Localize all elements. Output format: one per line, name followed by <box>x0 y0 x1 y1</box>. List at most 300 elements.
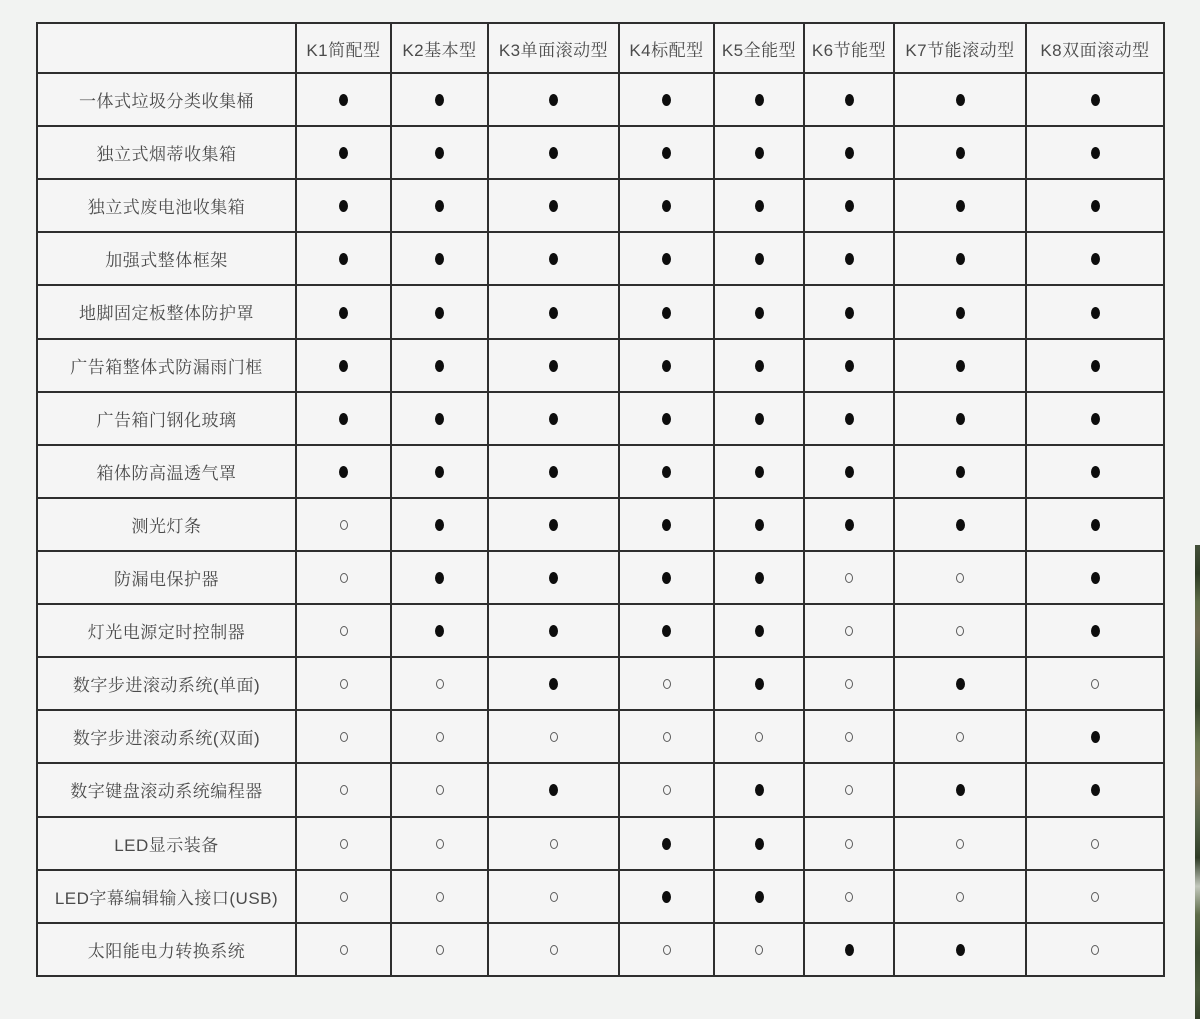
background-photo-edge <box>1195 545 1200 1019</box>
open-circle-icon <box>340 679 348 689</box>
filled-circle-icon <box>1091 784 1100 796</box>
filled-circle-icon <box>956 944 965 956</box>
filled-circle-icon <box>549 784 558 796</box>
feature-cell <box>714 763 804 816</box>
feature-label: 一体式垃圾分类收集桶 <box>37 73 296 126</box>
feature-cell <box>391 285 488 338</box>
feature-cell <box>804 285 894 338</box>
open-circle-icon <box>436 945 444 955</box>
feature-cell <box>1026 657 1164 710</box>
open-circle-icon <box>845 839 853 849</box>
feature-row <box>37 923 1164 976</box>
feature-cell <box>619 551 714 604</box>
filled-circle-icon <box>662 360 671 372</box>
feature-cell <box>391 126 488 179</box>
open-circle-icon <box>340 732 348 742</box>
filled-circle-icon <box>549 572 558 584</box>
open-circle-icon <box>340 785 348 795</box>
feature-cell <box>714 126 804 179</box>
filled-circle-icon <box>435 253 444 265</box>
filled-circle-icon <box>755 200 764 212</box>
feature-cell <box>1026 232 1164 285</box>
filled-circle-icon <box>755 307 764 319</box>
filled-circle-icon <box>662 891 671 903</box>
feature-cell <box>714 285 804 338</box>
open-circle-icon <box>1091 892 1099 902</box>
feature-cell <box>488 551 619 604</box>
filled-circle-icon <box>1091 519 1100 531</box>
feature-cell <box>804 445 894 498</box>
filled-circle-icon <box>549 466 558 478</box>
feature-cell <box>296 551 391 604</box>
feature-label: 广告箱整体式防漏雨门框 <box>37 339 296 392</box>
feature-row <box>37 498 1164 551</box>
filled-circle-icon <box>845 200 854 212</box>
filled-circle-icon <box>845 307 854 319</box>
feature-cell <box>804 498 894 551</box>
feature-cell <box>1026 817 1164 870</box>
feature-cell <box>619 285 714 338</box>
feature-label: 广告箱门钢化玻璃 <box>37 392 296 445</box>
filled-circle-icon <box>755 572 764 584</box>
feature-cell <box>714 604 804 657</box>
filled-circle-icon <box>845 94 854 106</box>
feature-cell <box>894 763 1026 816</box>
feature-cell <box>804 710 894 763</box>
feature-cell <box>1026 126 1164 179</box>
filled-circle-icon <box>339 94 348 106</box>
feature-label: 数字键盘滚动系统编程器 <box>37 763 296 816</box>
filled-circle-icon <box>662 466 671 478</box>
feature-cell <box>391 817 488 870</box>
feature-cell <box>391 604 488 657</box>
feature-cell <box>619 763 714 816</box>
filled-circle-icon <box>662 200 671 212</box>
feature-cell <box>296 73 391 126</box>
feature-cell <box>296 445 391 498</box>
feature-cell <box>296 392 391 445</box>
filled-circle-icon <box>956 200 965 212</box>
feature-cell <box>894 126 1026 179</box>
feature-cell <box>804 73 894 126</box>
feature-row <box>37 392 1164 445</box>
feature-cell <box>619 817 714 870</box>
filled-circle-icon <box>755 413 764 425</box>
feature-cell <box>391 73 488 126</box>
open-circle-icon <box>845 573 853 583</box>
feature-cell <box>391 710 488 763</box>
feature-cell <box>714 179 804 232</box>
feature-cell <box>894 232 1026 285</box>
feature-cell <box>488 923 619 976</box>
feature-cell <box>1026 445 1164 498</box>
open-circle-icon <box>340 839 348 849</box>
filled-circle-icon <box>755 466 764 478</box>
open-circle-icon <box>340 892 348 902</box>
filled-circle-icon <box>956 784 965 796</box>
feature-cell <box>619 657 714 710</box>
open-circle-icon <box>436 839 444 849</box>
feature-cell <box>488 392 619 445</box>
feature-cell <box>894 498 1026 551</box>
feature-row <box>37 232 1164 285</box>
feature-cell <box>296 870 391 923</box>
feature-label: 灯光电源定时控制器 <box>37 604 296 657</box>
filled-circle-icon <box>845 466 854 478</box>
filled-circle-icon <box>755 147 764 159</box>
filled-circle-icon <box>662 625 671 637</box>
feature-row <box>37 763 1164 816</box>
feature-cell <box>391 445 488 498</box>
feature-cell <box>894 73 1026 126</box>
feature-cell <box>714 392 804 445</box>
feature-cell <box>804 126 894 179</box>
open-circle-icon <box>340 520 348 530</box>
feature-cell <box>804 923 894 976</box>
feature-row <box>37 817 1164 870</box>
feature-cell <box>391 923 488 976</box>
feature-cell <box>894 392 1026 445</box>
feature-cell <box>1026 763 1164 816</box>
open-circle-icon <box>1091 945 1099 955</box>
open-circle-icon <box>436 732 444 742</box>
feature-row <box>37 179 1164 232</box>
open-circle-icon <box>1091 679 1099 689</box>
feature-cell <box>296 710 391 763</box>
feature-cell <box>1026 339 1164 392</box>
filled-circle-icon <box>662 413 671 425</box>
filled-circle-icon <box>662 253 671 265</box>
feature-cell <box>894 604 1026 657</box>
filled-circle-icon <box>662 572 671 584</box>
feature-cell <box>391 392 488 445</box>
filled-circle-icon <box>339 360 348 372</box>
column-header-7: K7节能滚动型 <box>894 23 1026 73</box>
feature-cell <box>488 339 619 392</box>
feature-cell <box>488 285 619 338</box>
feature-cell <box>1026 923 1164 976</box>
filled-circle-icon <box>549 413 558 425</box>
feature-cell <box>894 657 1026 710</box>
feature-label: 数字步进滚动系统(双面) <box>37 710 296 763</box>
filled-circle-icon <box>956 678 965 690</box>
filled-circle-icon <box>435 200 444 212</box>
feature-cell <box>488 498 619 551</box>
filled-circle-icon <box>1091 466 1100 478</box>
filled-circle-icon <box>755 678 764 690</box>
feature-cell <box>714 498 804 551</box>
feature-row <box>37 551 1164 604</box>
filled-circle-icon <box>1091 360 1100 372</box>
feature-cell <box>894 870 1026 923</box>
feature-cell <box>488 763 619 816</box>
feature-cell <box>391 551 488 604</box>
feature-cell <box>619 498 714 551</box>
filled-circle-icon <box>339 466 348 478</box>
feature-label: 防漏电保护器 <box>37 551 296 604</box>
header-row <box>37 23 1164 73</box>
feature-cell <box>804 551 894 604</box>
feature-cell <box>488 710 619 763</box>
open-circle-icon <box>436 679 444 689</box>
table-body <box>37 73 1164 976</box>
feature-cell <box>488 445 619 498</box>
feature-cell <box>804 870 894 923</box>
open-circle-icon <box>663 679 671 689</box>
feature-cell <box>391 870 488 923</box>
filled-circle-icon <box>662 838 671 850</box>
feature-cell <box>296 232 391 285</box>
open-circle-icon <box>845 785 853 795</box>
feature-cell <box>619 179 714 232</box>
feature-row <box>37 73 1164 126</box>
filled-circle-icon <box>339 413 348 425</box>
column-header-4: K4标配型 <box>619 23 714 73</box>
filled-circle-icon <box>755 360 764 372</box>
column-header-6: K6节能型 <box>804 23 894 73</box>
feature-cell <box>488 817 619 870</box>
filled-circle-icon <box>956 466 965 478</box>
feature-cell <box>391 498 488 551</box>
filled-circle-icon <box>435 466 444 478</box>
feature-label: 测光灯条 <box>37 498 296 551</box>
feature-cell <box>714 551 804 604</box>
filled-circle-icon <box>755 625 764 637</box>
feature-cell <box>488 126 619 179</box>
open-circle-icon <box>845 626 853 636</box>
feature-cell <box>714 870 804 923</box>
column-header-3: K3单面滚动型 <box>488 23 619 73</box>
feature-cell <box>296 817 391 870</box>
feature-cell <box>296 339 391 392</box>
open-circle-icon <box>845 892 853 902</box>
filled-circle-icon <box>1091 731 1100 743</box>
feature-cell <box>1026 870 1164 923</box>
open-circle-icon <box>436 785 444 795</box>
open-circle-icon <box>436 892 444 902</box>
feature-label: 独立式废电池收集箱 <box>37 179 296 232</box>
open-circle-icon <box>340 626 348 636</box>
feature-cell <box>804 763 894 816</box>
filled-circle-icon <box>845 147 854 159</box>
filled-circle-icon <box>662 147 671 159</box>
filled-circle-icon <box>339 307 348 319</box>
feature-label: 太阳能电力转换系统 <box>37 923 296 976</box>
feature-label: 箱体防高温透气罩 <box>37 445 296 498</box>
filled-circle-icon <box>956 147 965 159</box>
open-circle-icon <box>956 573 964 583</box>
filled-circle-icon <box>956 360 965 372</box>
filled-circle-icon <box>549 678 558 690</box>
feature-cell <box>714 445 804 498</box>
feature-cell <box>714 923 804 976</box>
feature-cell <box>488 870 619 923</box>
filled-circle-icon <box>435 413 444 425</box>
open-circle-icon <box>956 732 964 742</box>
open-circle-icon <box>550 892 558 902</box>
filled-circle-icon <box>435 360 444 372</box>
open-circle-icon <box>340 573 348 583</box>
filled-circle-icon <box>549 253 558 265</box>
feature-cell <box>894 179 1026 232</box>
filled-circle-icon <box>956 253 965 265</box>
open-circle-icon <box>845 732 853 742</box>
feature-row <box>37 604 1164 657</box>
feature-cell <box>1026 604 1164 657</box>
filled-circle-icon <box>1091 94 1100 106</box>
feature-cell <box>488 73 619 126</box>
filled-circle-icon <box>662 94 671 106</box>
feature-cell <box>619 392 714 445</box>
feature-cell <box>1026 285 1164 338</box>
feature-cell <box>619 604 714 657</box>
feature-cell <box>391 179 488 232</box>
feature-row <box>37 339 1164 392</box>
feature-cell <box>1026 551 1164 604</box>
feature-cell <box>1026 498 1164 551</box>
feature-cell <box>296 179 391 232</box>
filled-circle-icon <box>435 519 444 531</box>
feature-cell <box>804 232 894 285</box>
filled-circle-icon <box>845 519 854 531</box>
feature-cell <box>1026 710 1164 763</box>
feature-cell <box>804 604 894 657</box>
open-circle-icon <box>1091 839 1099 849</box>
feature-cell <box>894 285 1026 338</box>
feature-cell <box>804 392 894 445</box>
filled-circle-icon <box>1091 625 1100 637</box>
open-circle-icon <box>755 945 763 955</box>
feature-cell <box>1026 73 1164 126</box>
feature-cell <box>1026 179 1164 232</box>
feature-cell <box>391 657 488 710</box>
filled-circle-icon <box>339 253 348 265</box>
feature-cell <box>391 232 488 285</box>
filled-circle-icon <box>956 413 965 425</box>
open-circle-icon <box>663 785 671 795</box>
feature-cell <box>894 923 1026 976</box>
feature-cell <box>714 710 804 763</box>
open-circle-icon <box>956 839 964 849</box>
feature-cell <box>894 817 1026 870</box>
filled-circle-icon <box>435 147 444 159</box>
feature-cell <box>296 285 391 338</box>
feature-cell <box>619 870 714 923</box>
filled-circle-icon <box>755 838 764 850</box>
filled-circle-icon <box>549 360 558 372</box>
feature-cell <box>714 232 804 285</box>
feature-label: 地脚固定板整体防护罩 <box>37 285 296 338</box>
open-circle-icon <box>663 945 671 955</box>
column-header-1: K1简配型 <box>296 23 391 73</box>
filled-circle-icon <box>956 307 965 319</box>
feature-cell <box>1026 392 1164 445</box>
filled-circle-icon <box>1091 307 1100 319</box>
feature-cell <box>488 232 619 285</box>
feature-cell <box>296 923 391 976</box>
filled-circle-icon <box>435 572 444 584</box>
filled-circle-icon <box>549 625 558 637</box>
filled-circle-icon <box>339 147 348 159</box>
feature-label: LED字幕编辑输入接口(USB) <box>37 870 296 923</box>
open-circle-icon <box>663 732 671 742</box>
filled-circle-icon <box>956 94 965 106</box>
feature-cell <box>296 498 391 551</box>
filled-circle-icon <box>1091 413 1100 425</box>
filled-circle-icon <box>1091 253 1100 265</box>
open-circle-icon <box>550 945 558 955</box>
feature-cell <box>619 445 714 498</box>
filled-circle-icon <box>755 784 764 796</box>
feature-label: 加强式整体框架 <box>37 232 296 285</box>
filled-circle-icon <box>1091 200 1100 212</box>
filled-circle-icon <box>845 360 854 372</box>
filled-circle-icon <box>435 307 444 319</box>
feature-cell <box>619 232 714 285</box>
column-header-2: K2基本型 <box>391 23 488 73</box>
feature-cell <box>619 73 714 126</box>
open-circle-icon <box>550 839 558 849</box>
feature-cell <box>714 817 804 870</box>
feature-cell <box>296 604 391 657</box>
feature-row <box>37 445 1164 498</box>
feature-cell <box>488 604 619 657</box>
feature-row <box>37 285 1164 338</box>
filled-circle-icon <box>549 200 558 212</box>
filled-circle-icon <box>662 307 671 319</box>
feature-row <box>37 126 1164 179</box>
table-header <box>37 23 1164 73</box>
filled-circle-icon <box>755 891 764 903</box>
feature-cell <box>619 923 714 976</box>
feature-cell <box>894 445 1026 498</box>
filled-circle-icon <box>845 413 854 425</box>
feature-cell <box>804 817 894 870</box>
feature-cell <box>296 763 391 816</box>
open-circle-icon <box>755 732 763 742</box>
feature-label: 数字步进滚动系统(单面) <box>37 657 296 710</box>
open-circle-icon <box>550 732 558 742</box>
feature-cell <box>894 551 1026 604</box>
filled-circle-icon <box>339 200 348 212</box>
filled-circle-icon <box>956 519 965 531</box>
feature-cell <box>804 657 894 710</box>
open-circle-icon <box>340 945 348 955</box>
feature-cell <box>619 710 714 763</box>
filled-circle-icon <box>549 147 558 159</box>
feature-row <box>37 870 1164 923</box>
feature-label: 独立式烟蒂收集箱 <box>37 126 296 179</box>
feature-label: LED显示装备 <box>37 817 296 870</box>
feature-cell <box>714 73 804 126</box>
filled-circle-icon <box>755 253 764 265</box>
feature-cell <box>296 657 391 710</box>
feature-cell <box>391 763 488 816</box>
filled-circle-icon <box>845 944 854 956</box>
feature-cell <box>296 126 391 179</box>
filled-circle-icon <box>755 94 764 106</box>
open-circle-icon <box>956 892 964 902</box>
feature-cell <box>894 710 1026 763</box>
filled-circle-icon <box>549 519 558 531</box>
feature-cell <box>488 179 619 232</box>
feature-cell <box>894 339 1026 392</box>
filled-circle-icon <box>435 625 444 637</box>
filled-circle-icon <box>549 94 558 106</box>
filled-circle-icon <box>845 253 854 265</box>
filled-circle-icon <box>549 307 558 319</box>
feature-cell <box>391 339 488 392</box>
